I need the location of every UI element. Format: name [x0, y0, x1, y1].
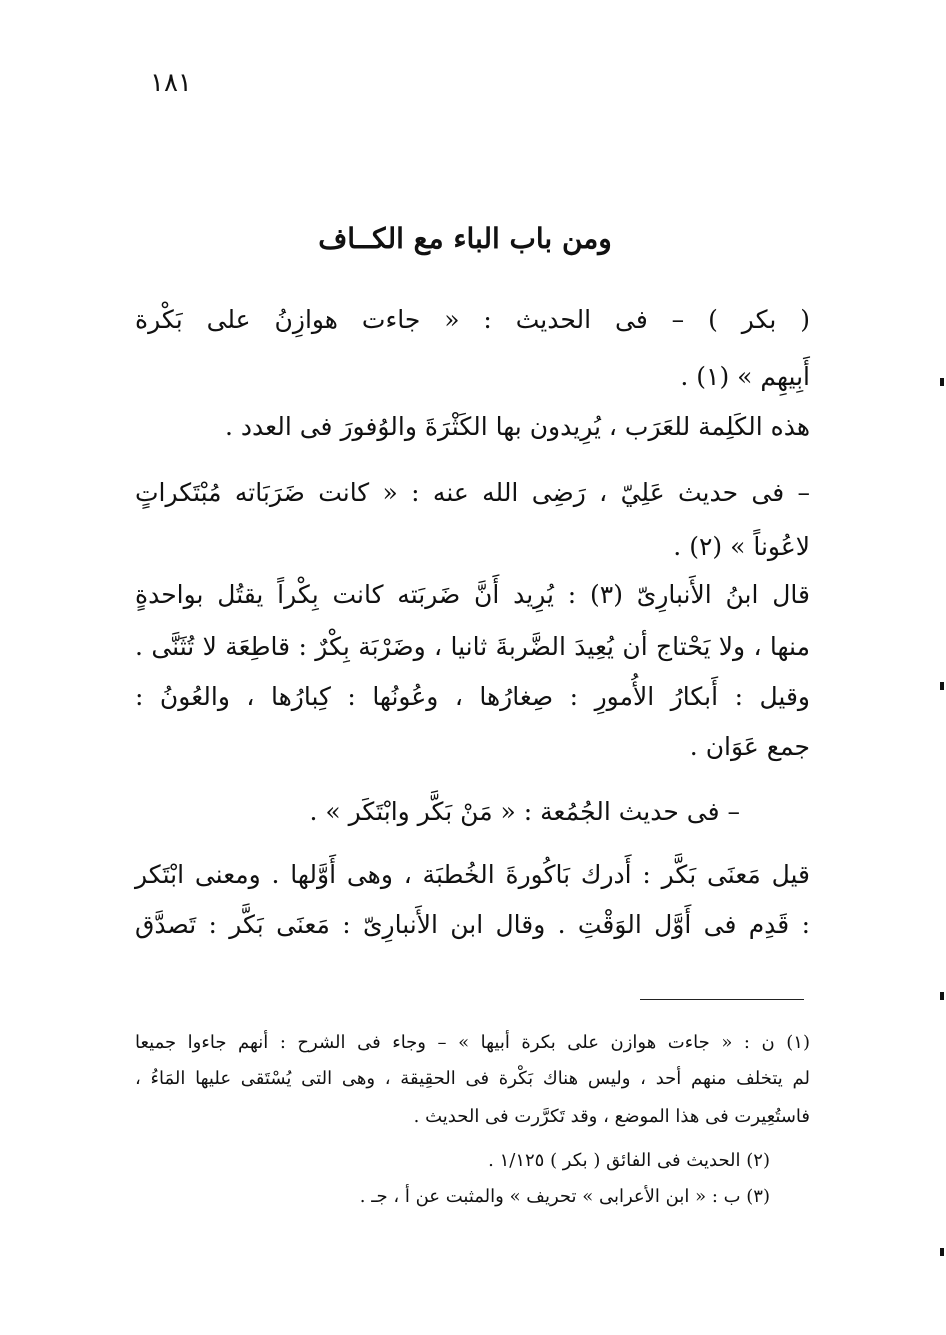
footnote-line: (٢) الحديث فى الفائق ( بكر ) ١/١٢٥ .: [488, 1150, 770, 1171]
body-line: – فى حديث عَلِيّ ، رَضِى الله عنه : « كانت ضَرَبَاته مُبْتَكراتٍ: [135, 478, 810, 507]
body-line: – فى حديث الجُمُعة : « مَنْ بَكَّر وابْتَكَر » .: [309, 797, 740, 826]
footnote-separator: [640, 999, 804, 1000]
margin-mark: [940, 1248, 944, 1256]
body-line: وقيل : أَبكارُ الأُمورِ : صِغارُها ، وعُونُها : كِبارُها ، والعُونُ :: [135, 682, 810, 711]
body-line: أَبِيهِم » (١) .: [680, 362, 810, 391]
footnote-line: (٣) ب : « ابن الأعرابى » تحريف » والمثبت عن أ ، جـ .: [359, 1186, 770, 1207]
margin-mark: [940, 378, 944, 386]
body-line: قال ابنُ الأَنبارِىّ (٣) : يُرِيد أَنَّ ضَربَته كانت بِكْراً يقتُل بواحدةٍ: [135, 580, 810, 609]
body-line: : قَدِم فى أَوَّل الوَقْتِ . وقال ابن الأَنبارِىّ : مَعنَى بَكَّر : تَصدَّق: [135, 910, 810, 939]
body-line: هذه الكَلِمة للعَرَب ، يُرِيدون بها الكَثْرَةَ والوُفورَ فى العدد .: [225, 412, 810, 441]
body-line: منها ، ولا يَحْتاج أن يُعِيدَ الضَّربةَ ثانيا ، وضَرْبَة بِكْرٌ : قاطِعَة لا تُثَنَّى .: [135, 632, 810, 661]
body-line: لاعُوناً » (٢) .: [673, 532, 810, 561]
margin-mark: [940, 682, 944, 690]
body-line: قيل مَعنَى بَكَّر : أَدرك بَاكُورةَ الخُطبَة ، وهى أَوَّلها . ومعنى ابْتَكر: [135, 860, 810, 889]
footnote-line: لم يتخلف منهم أحد ، وليس هناك بَكْرة فى الحقِيقة ، وهى التى يُسْتَقى عليها المَاءُ ،: [135, 1068, 810, 1089]
footnote-line: فاستُعِيرت فى هذا الموضع ، وقد تَكرَّرت فى الحديث .: [413, 1106, 810, 1127]
body-line: جمع عَوَان .: [689, 732, 810, 761]
body-line: ( بكر ) – فى الحديث : « جاءت هوازِنُ على بَكْرة: [135, 305, 810, 334]
section-heading: ومن باب الباء مع الكــاف: [318, 222, 612, 255]
page-number: ١٨١: [150, 68, 192, 98]
footnote-line: (١) ن : « جاءت هوازن على بكرة أبيها » – وجاء فى الشرح : أنهم جاءوا جميعا: [135, 1032, 810, 1053]
margin-mark: [940, 992, 944, 1000]
